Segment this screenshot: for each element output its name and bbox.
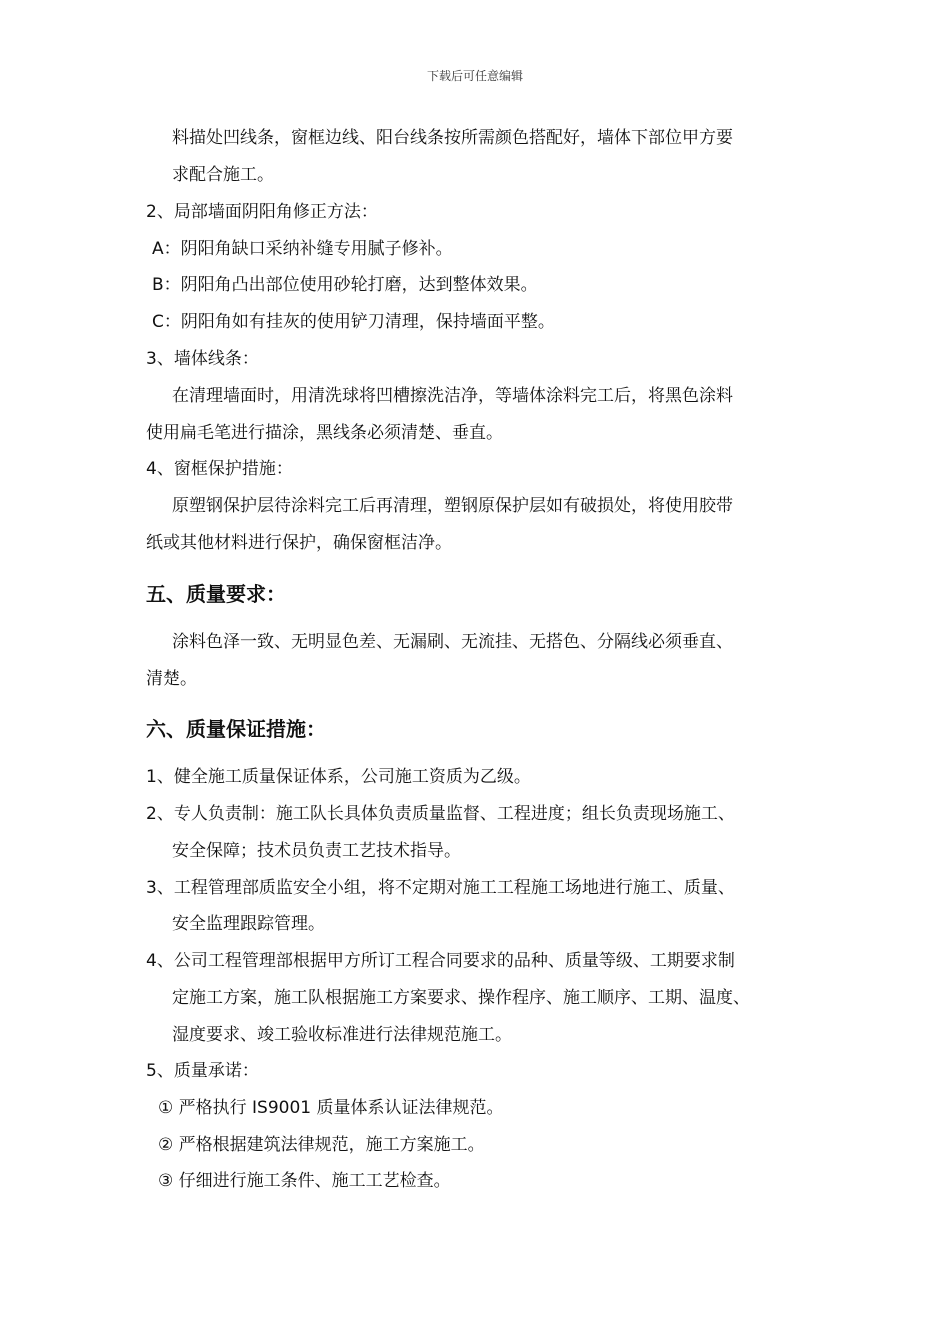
list-item: 3、工程管理部质监安全小组，将不定期对施工工程施工场地进行施工、质量、 bbox=[146, 878, 735, 898]
paragraph-line: 原塑钢保护层待涂料完工后再清理，塑钢原保护层如有破损处，将使用胶带 bbox=[172, 496, 733, 516]
list-item-heading: 2、局部墙面阴阳角修正方法： bbox=[146, 202, 378, 222]
list-item-heading: 4、窗框保护措施： bbox=[146, 459, 293, 479]
list-item: 5、质量承诺： bbox=[146, 1061, 259, 1081]
paragraph-line: 纸或其他材料进行保护，确保窗框洁净。 bbox=[146, 533, 452, 553]
section-heading: 五、质量要求： bbox=[146, 582, 286, 606]
paragraph-line: 涂料色泽一致、无明显色差、无漏刷、无流挂、无搭色、分隔线必须垂直、 bbox=[172, 632, 733, 652]
paragraph-line: 求配合施工。 bbox=[172, 165, 274, 185]
list-item-continuation: 安全保障；技术员负责工艺技术指导。 bbox=[172, 841, 461, 861]
list-item: 1、健全施工质量保证体系，公司施工资质为乙级。 bbox=[146, 767, 531, 787]
section-heading: 六、质量保证措施： bbox=[146, 717, 326, 741]
sub-list-item: A：阴阳角缺口采纳补缝专用腻子修补。 bbox=[152, 239, 453, 259]
page-header: 下载后可任意编辑 bbox=[426, 69, 523, 83]
list-item-continuation: 定施工方案，施工队根据施工方案要求、操作程序、施工顺序、工期、温度、 bbox=[172, 988, 750, 1008]
sub-list-item: ② 严格根据建筑法律规范，施工方案施工。 bbox=[158, 1135, 485, 1155]
paragraph-line: 清楚。 bbox=[146, 669, 197, 689]
sub-list-item: C：阴阳角如有挂灰的使用铲刀清理，保持墙面平整。 bbox=[152, 312, 555, 332]
paragraph-line: 使用扁毛笔进行描涂，黑线条必须清楚、垂直。 bbox=[146, 423, 503, 443]
sub-list-item: ③ 仔细进行施工条件、施工工艺检查。 bbox=[158, 1171, 451, 1191]
list-item: 4、公司工程管理部根据甲方所订工程合同要求的品种、质量等级、工期要求制 bbox=[146, 951, 735, 971]
list-item-continuation: 湿度要求、竣工验收标准进行法律规范施工。 bbox=[172, 1025, 512, 1045]
list-item-continuation: 安全监理跟踪管理。 bbox=[172, 914, 325, 934]
paragraph-line: 料描处凹线条，窗框边线、阳台线条按所需颜色搭配好，墙体下部位甲方要 bbox=[172, 128, 733, 148]
sub-list-item: ① 严格执行 IS9001 质量体系认证法律规范。 bbox=[158, 1098, 504, 1118]
list-item-heading: 3、墙体线条： bbox=[146, 349, 259, 369]
paragraph-line: 在清理墙面时，用清洗球将凹槽擦洗洁净，等墙体涂料完工后，将黑色涂料 bbox=[172, 386, 733, 406]
sub-list-item: B：阴阳角凸出部位使用砂轮打磨，达到整体效果。 bbox=[152, 275, 538, 295]
list-item: 2、专人负责制：施工队长具体负责质量监督、工程进度；组长负责现场施工、 bbox=[146, 804, 735, 824]
